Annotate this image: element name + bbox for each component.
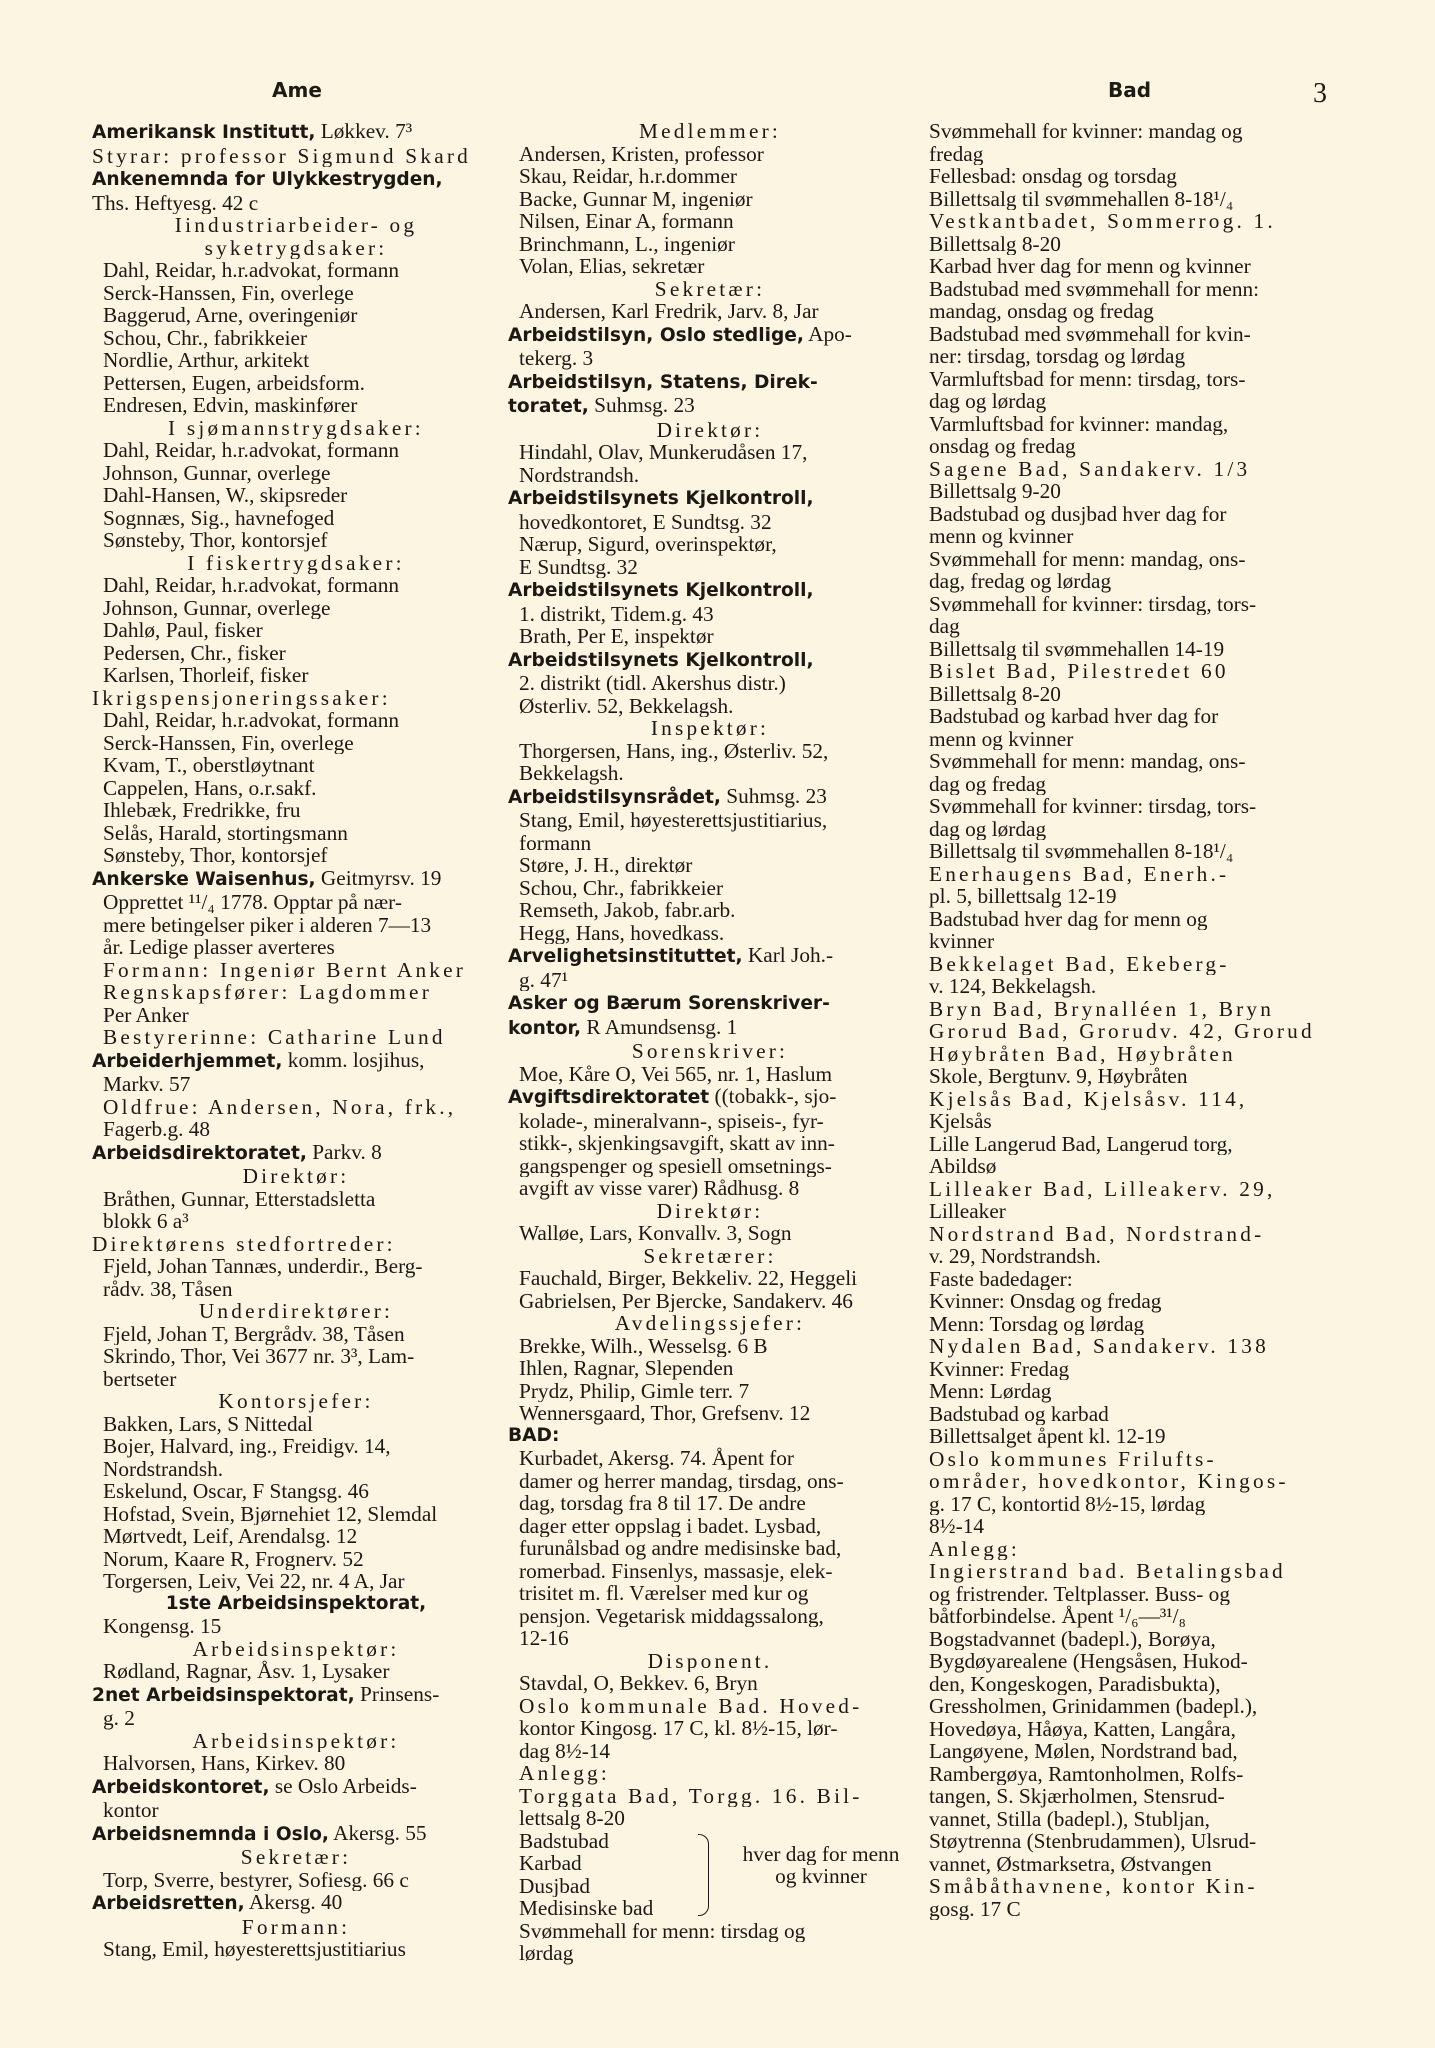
directory-line: Walløe, Lars, Konvallv. 3, Sogn — [519, 1222, 792, 1245]
directory-line: vannet, Stilla (badepl.), Stubljan, — [929, 1807, 1210, 1830]
directory-line: år. Ledige plasser averteres — [103, 936, 335, 959]
directory-line: den, Kongeskogen, Paradisbukta), — [929, 1672, 1221, 1695]
entry-name: Arbeidstilsyn, Oslo stedlige, — [508, 324, 804, 346]
directory-line: Svømmehall for menn: tirsdag og — [519, 1919, 806, 1942]
directory-line: dag — [929, 615, 960, 638]
entry-address: ((tobakk-, sjo- — [709, 1085, 837, 1108]
directory-line: Varmluftsbad for kvinner: mandag, — [929, 412, 1229, 435]
directory-line: Norum, Kaare R, Frognerv. 52 — [103, 1547, 364, 1570]
entry-heading-line — [508, 394, 912, 419]
directory-line: Prydz, Philip, Gimle terr. 7 — [519, 1379, 750, 1402]
directory-line: Bakken, Lars, S Nittedal — [103, 1412, 313, 1435]
directory-line: Lilleaker Bad, Lilleakerv. 29, — [929, 1177, 1276, 1200]
entry-heading-line — [508, 648, 912, 673]
directory-line: Selås, Harald, stortingsmann — [103, 821, 348, 844]
directory-line: romerbad. Finsenlys, massasje, elek- — [519, 1559, 833, 1582]
directory-line: blokk 6 a³ — [103, 1210, 189, 1233]
directory-line: Rambergøya, Ramtonholmen, Rolfs- — [929, 1762, 1244, 1785]
entry-name: Arbeidstilsynsrådet, — [508, 786, 721, 808]
directory-line: 1ste Arbeidsinspektorat, — [165, 1592, 427, 1614]
directory-line: g. 2 — [103, 1707, 135, 1730]
directory-line: Dahl-Hansen, W., skipsreder — [103, 484, 348, 507]
directory-line: Ths. Heftyesg. 42 c — [92, 191, 259, 214]
directory-line: Markv. 57 — [103, 1073, 191, 1096]
directory-line: Svømmehall for kvinner: tirsdag, tors- — [929, 592, 1257, 615]
entry-heading-line — [508, 486, 912, 511]
directory-line: E Sundtsg. 32 — [519, 555, 638, 578]
column-2 — [508, 120, 912, 1965]
directory-line: Stang, Emil, høyesterettsjustitiarius, — [519, 809, 828, 832]
bath-service-item: Badstubad — [519, 1829, 609, 1852]
directory-line: kvinner — [929, 930, 995, 953]
directory-line: Svømmehall for menn: mandag, ons- — [929, 750, 1246, 773]
entry-heading-line — [92, 867, 500, 892]
directory-line: Torggata Bad, Torgg. 16. Bil- — [519, 1784, 863, 1807]
entry-address: Prinsens- — [354, 1682, 440, 1706]
directory-line: Varmluftsbad for menn: tirsdag, tors- — [929, 367, 1246, 390]
directory-line: Hindahl, Olav, Munkerudåsen 17, — [519, 441, 808, 464]
directory-line: kontor — [103, 1799, 159, 1822]
running-head-right: Bad — [1108, 78, 1152, 102]
directory-line: ner: tirsdag, torsdag og lørdag — [929, 345, 1186, 368]
entry-address: Karl Joh.- — [742, 944, 834, 967]
directory-line: Nordlie, Arthur, arkitekt — [103, 349, 310, 372]
running-head-left: Ame — [272, 78, 322, 102]
directory-line: Schou, Chr., fabrikkeier — [103, 326, 308, 349]
directory-line: Oldfrue: Andersen, Nora, frk., — [103, 1095, 457, 1118]
directory-line: Hovedøya, Håøya, Katten, Langåra, — [929, 1717, 1236, 1740]
directory-line: Billettsalg til svømmehallen 8-18¹/₄ — [929, 187, 1234, 210]
directory-line: tekerg. 3 — [519, 347, 594, 370]
entry-address: Suhmsg. 23 — [720, 784, 827, 808]
directory-line: Johnson, Gunnar, overlege — [103, 461, 331, 484]
directory-line: Oslo kommunale Bad. Hoved- — [519, 1694, 863, 1717]
directory-line: menn og kvinner — [929, 525, 1074, 548]
directory-line: Sekretær: — [654, 277, 766, 300]
directory-line: Bogstadvannet (badepl.), Borøya, — [929, 1627, 1216, 1650]
directory-line: Eskelund, Oscar, F Stangsg. 46 — [103, 1480, 369, 1503]
directory-line: Pettersen, Eugen, arbeidsform. — [103, 371, 365, 394]
directory-line: dag, torsdag fra 8 til 17. De andre — [519, 1492, 806, 1515]
directory-line: Svømmehall for menn: mandag, ons- — [929, 547, 1246, 570]
directory-line: Andersen, Karl Fredrik, Jarv. 8, Jar — [519, 300, 819, 323]
directory-line: bertseter — [103, 1367, 177, 1390]
directory-line: Dahl, Reidar, h.r.advokat, formann — [103, 259, 400, 282]
directory-line: Sekretærer: — [643, 1244, 777, 1267]
directory-line: dag 8½-14 — [519, 1739, 611, 1762]
directory-line: Schou, Chr., fabrikkeier — [519, 876, 724, 899]
directory-line: v. 124, Bekkelagsh. — [929, 975, 1097, 998]
directory-line: Fjeld, Johan Tannæs, underdir., Berg- — [103, 1255, 423, 1278]
directory-line: Badstubad og karbad — [929, 1402, 1109, 1425]
directory-line: furunålsbad og andre medisinske bad, — [519, 1537, 842, 1560]
directory-line: Kontorsjefer: — [218, 1390, 374, 1413]
directory-line: tangen, S. Skjærholmen, Stensrud- — [929, 1785, 1225, 1808]
brace — [698, 1834, 709, 1916]
directory-line: Kvam, T., oberstløytnant — [103, 754, 315, 777]
directory-line: pl. 5, billettsalg 12-19 — [929, 885, 1117, 908]
directory-line: Nordstrandsh. — [103, 1457, 224, 1480]
entry-name: 2net Arbeidsinspektorat, — [92, 1684, 355, 1706]
directory-line: Ihlebæk, Fredrikke, fru — [103, 799, 301, 822]
directory-line: Formann: — [241, 1915, 351, 1938]
entry-heading-line — [508, 1016, 912, 1041]
directory-line: kontor Kingosg. 17 C, kl. 8½-15, lør- — [519, 1717, 838, 1740]
entry-address: Geitmyrsv. 19 — [315, 866, 442, 890]
directory-line: Moe, Kåre O, Vei 565, nr. 1, Haslum — [519, 1062, 833, 1085]
directory-line: Østerliv. 52, Bekkelagsh. — [519, 694, 734, 717]
directory-line: Skrindo, Thor, Vei 3677 nr. 3³, Lam- — [103, 1345, 415, 1368]
directory-line: g. 17 C, kontortid 8½-15, lørdag — [929, 1492, 1206, 1515]
directory-line: Billettsalg 8-20 — [929, 682, 1061, 705]
directory-line: hovedkontoret, E Sundtsg. 32 — [519, 510, 772, 533]
directory-line: 1. distrikt, Tidem.g. 43 — [519, 602, 714, 625]
directory-line: rådv. 38, Tåsen — [103, 1277, 233, 1300]
directory-line: Bekkelaget Bad, Ekeberg- — [929, 952, 1230, 975]
directory-line: Cappelen, Hans, o.r.sakf. — [103, 776, 317, 799]
entry-heading-line — [92, 1891, 500, 1916]
directory-line: Støytrenna (Stenbrudammen), Ulsrud- — [929, 1830, 1257, 1853]
directory-line: Brekke, Wilh., Wesselsg. 6 B — [519, 1334, 768, 1357]
entry-heading-line — [92, 120, 500, 145]
directory-line: Fagerb.g. 48 — [103, 1118, 211, 1141]
entry-name: Arbeidstilsynets Kjelkontroll, — [508, 488, 814, 509]
directory-line: Endresen, Edvin, maskinfører — [103, 394, 358, 417]
entry-address: se Oslo Arbeids- — [269, 1774, 417, 1798]
directory-line: Rødland, Ragnar, Åsv. 1, Lysaker — [103, 1660, 390, 1683]
directory-line: Wennersgaard, Thor, Grefsenv. 12 — [519, 1402, 811, 1425]
directory-line: Faste badedager: — [929, 1267, 1073, 1290]
entry-address: R Amundsensg. 1 — [581, 1015, 738, 1039]
directory-line: Billettsalget åpent kl. 12-19 — [929, 1425, 1166, 1448]
directory-line: Regnskapsfører: Lagdommer — [103, 981, 432, 1004]
directory-line: Billettsalg 9-20 — [929, 480, 1061, 503]
directory-line: Bestyrerinne: Catharine Lund — [103, 1026, 446, 1049]
directory-line: Backe, Gunnar M, ingeniør — [519, 187, 753, 210]
directory-line: Bojer, Halvard, ing., Freidigv. 14, — [103, 1435, 391, 1458]
directory-line: Bygdøyarealene (Hengsåsen, Hukod- — [929, 1650, 1248, 1673]
entry-name: Arbeidstilsynets Kjelkontroll, — [508, 649, 814, 671]
directory-line: Direktørens stedfortreder: — [92, 1232, 396, 1255]
directory-line: Hegg, Hans, hovedkass. — [519, 921, 725, 944]
directory-line: Kjelsås — [929, 1110, 992, 1133]
page-number: 3 — [1313, 78, 1327, 109]
directory-line: Karbad hver dag for menn og kvinner — [929, 255, 1251, 278]
directory-line: Anlegg: — [929, 1537, 1021, 1560]
directory-line: Torgersen, Leiv, Vei 22, nr. 4 A, Jar — [103, 1570, 405, 1593]
directory-line: Skole, Bergtunv. 9, Høybråten — [929, 1065, 1188, 1088]
directory-line: dag og lørdag — [929, 390, 1047, 413]
directory-line: Direktør: — [242, 1165, 350, 1188]
directory-line: Oslo kommunes Frilufts- — [929, 1447, 1217, 1470]
directory-line: båtforbindelse. Åpent ¹/₆—³¹/₈ — [929, 1605, 1186, 1628]
entry-name: Asker og Bærum Sorenskriver- — [508, 993, 830, 1014]
directory-line: Nordstrand Bad, Nordstrand- — [929, 1222, 1265, 1245]
directory-line: g. 47¹ — [519, 968, 568, 991]
directory-line: Sekretær: — [240, 1846, 352, 1869]
directory-line: mandag, onsdag og fredag — [929, 300, 1154, 323]
entry-heading-line — [508, 991, 912, 1016]
directory-line: gangspenger og spesiell omsetnings- — [519, 1154, 832, 1177]
bath-service-item: Medisinske bad — [519, 1897, 654, 1920]
entry-name: Ankerske Waisenhus, — [92, 868, 316, 890]
directory-line: Høybråten Bad, Høybråten — [929, 1042, 1236, 1065]
directory-line: Pedersen, Chr., fisker — [103, 641, 286, 664]
entry-heading-line — [92, 167, 500, 192]
directory-line: Ihlen, Ragnar, Slependen — [519, 1357, 734, 1380]
column-1 — [92, 120, 500, 1961]
entry-heading-line — [92, 1775, 500, 1800]
directory-line: Bråthen, Gunnar, Etterstadsletta — [103, 1187, 376, 1210]
directory-line: Thorgersen, Hans, ing., Østerliv. 52, — [519, 739, 829, 762]
directory-line: Lilleaker — [929, 1200, 1006, 1223]
directory-line: Disponent. — [647, 1649, 773, 1672]
directory-line: 12-16 — [519, 1627, 569, 1650]
directory-line: Avdelingssjefer: — [614, 1312, 806, 1335]
directory-line: Andersen, Kristen, professor — [519, 142, 764, 165]
directory-line: Medlemmer: — [639, 120, 781, 143]
directory-line: Dahlø, Paul, fisker — [103, 619, 263, 642]
directory-line: Gressholmen, Grinidammen (badepl.), — [929, 1695, 1258, 1718]
directory-line: Badstubad og dusjbad hver dag for — [929, 502, 1227, 525]
entry-heading-line — [508, 785, 912, 810]
directory-line: Menn: Lørdag — [929, 1380, 1052, 1403]
bath-service-item: Karbad — [519, 1852, 582, 1875]
directory-line: Fauchald, Birger, Bekkeliv. 22, Heggeli — [519, 1267, 858, 1290]
column-3 — [929, 120, 1333, 1920]
directory-line: Langøyene, Mølen, Nordstrand bad, — [929, 1740, 1238, 1763]
directory-line: Karlsen, Thorleif, fisker — [103, 664, 309, 687]
directory-line: Sønsteby, Thor, kontorsjef — [103, 529, 328, 552]
directory-line: Badstubad med svømmehall for menn: — [929, 277, 1260, 300]
directory-line: Volan, Elias, sekretær — [519, 255, 705, 278]
directory-line: Kjelsås Bad, Kjelsåsv. 114, — [929, 1087, 1248, 1110]
directory-line: og fristrender. Teltplasser. Buss- og — [929, 1582, 1230, 1605]
directory-line: Mørtvedt, Leif, Arendalsg. 12 — [103, 1525, 358, 1548]
entry-heading-line — [508, 578, 912, 603]
entry-heading-line — [92, 1049, 500, 1074]
directory-line: I fiskertrygdsaker: — [187, 551, 405, 574]
directory-line: Sorenskriver: — [631, 1040, 789, 1063]
entry-heading-line — [92, 1822, 500, 1847]
directory-line: Vestkantbadet, Sommerrog. 1. — [929, 210, 1276, 233]
directory-line: Brinchmann, L., ingeniør — [519, 232, 735, 255]
directory-line: Remseth, Jakob, fabr.arb. — [519, 899, 736, 922]
bath-services-block — [508, 1830, 912, 1920]
directory-line: Stavdal, O, Bekkev. 6, Bryn — [519, 1672, 758, 1695]
entry-name: Arbeidstilsynets Kjelkontroll, — [508, 580, 814, 601]
entry-name: kontor, — [508, 1017, 582, 1039]
directory-line: v. 29, Nordstrandsh. — [929, 1245, 1101, 1268]
directory-line: Opprettet ¹¹/₄ 1778. Opptar på nær- — [103, 891, 402, 914]
directory-line: områder, hovedkontor, Kingos- — [929, 1470, 1289, 1493]
entry-name: toratet, — [508, 396, 589, 417]
directory-line: Billettsalg til svømmehallen 8-18¹/₄ — [929, 840, 1234, 863]
directory-line: gosg. 17 C — [929, 1897, 1021, 1920]
directory-line: Per Anker — [103, 1003, 189, 1026]
directory-line: dag, fredag og lørdag — [929, 570, 1112, 593]
directory-line: Kvinner: Fredag — [929, 1357, 1070, 1380]
entry-address: Suhmsg. 23 — [588, 394, 695, 417]
directory-line: kolade-, mineralvann-, spiseis-, fyr- — [519, 1109, 824, 1132]
directory-line: lettsalg 8-20 — [519, 1807, 625, 1830]
directory-line: Direktør: — [656, 1199, 764, 1222]
directory-line: Dahl, Reidar, h.r.advokat, formann — [103, 574, 400, 597]
entry-address: Parkv. 8 — [306, 1140, 382, 1164]
directory-line: Badstubad og karbad hver dag for — [929, 705, 1219, 728]
directory-line: lørdag — [519, 1942, 574, 1965]
directory-line: Enerhaugens Bad, Enerh.- — [929, 862, 1230, 885]
directory-line: Arbeidsinspektør: — [192, 1637, 400, 1660]
directory-line: pensjon. Vegetarisk middagssalong, — [519, 1604, 824, 1627]
directory-line: Iindustriarbeider- og — [174, 214, 418, 237]
directory-line: Nilsen, Einar A, formann — [519, 210, 734, 233]
directory-line: Bryn Bad, Brynalléen 1, Bryn — [929, 997, 1275, 1020]
directory-line: Brath, Per E, inspektør — [519, 625, 714, 648]
directory-line: Billettsalg til svømmehallen 14-19 — [929, 637, 1225, 660]
directory-line: syketrygdsaker: — [204, 236, 388, 259]
entry-name: Arbeidsdirektoratet, — [92, 1142, 307, 1164]
directory-line: Skau, Reidar, h.r.dommer — [519, 165, 737, 188]
directory-line: stikk-, skjenkingsavgift, skatt av inn- — [519, 1132, 835, 1155]
entry-name: Arbeidstilsyn, Statens, Direk- — [508, 371, 818, 393]
directory-line: Underdirektører: — [198, 1300, 394, 1323]
directory-line: Johnson, Gunnar, overlege — [103, 596, 331, 619]
directory-line: Sønsteby, Thor, kontorsjef — [103, 844, 328, 867]
entry-address: Løkkev. 7³ — [315, 120, 413, 143]
directory-line: avgift av visse varer) Rådhusg. 8 — [519, 1177, 800, 1200]
directory-line: Anlegg: — [519, 1762, 611, 1785]
directory-line: formann — [519, 831, 592, 854]
directory-line: Nordstrandsh. — [519, 463, 640, 486]
directory-line: Baggerud, Arne, overingeniør — [103, 304, 358, 327]
directory-line: Badstubad hver dag for menn og — [929, 907, 1208, 930]
directory-line: Hofstad, Svein, Bjørnehiet 12, Slemdal — [103, 1502, 438, 1525]
entry-name: Arvelighetsinstituttet, — [508, 946, 743, 967]
directory-line: Dahl, Reidar, h.r.advokat, formann — [103, 439, 400, 462]
entry-address: Apo- — [803, 322, 852, 346]
directory-line: Kvinner: Onsdag og fredag — [929, 1290, 1162, 1313]
entry-name: Arbeidsnemnda i Oslo, — [92, 1823, 329, 1845]
directory-line: Stang, Emil, høyesterettsjustitiarius — [103, 1938, 406, 1961]
directory-line: Fellesbad: onsdag og torsdag — [929, 165, 1177, 188]
directory-line: Svømmehall for kvinner: tirsdag, tors- — [929, 795, 1257, 818]
directory-line: Serck-Hanssen, Fin, overlege — [103, 281, 354, 304]
entry-name: Avgiftsdirektoratet — [508, 1087, 710, 1108]
directory-line: Badstubad med svømmehall for kvin- — [929, 322, 1251, 345]
directory-line: dager etter oppslag i badet. Lysbad, — [519, 1514, 822, 1537]
directory-line: Nydalen Bad, Sandakerv. 138 — [929, 1335, 1269, 1358]
directory-line: fredag — [929, 142, 984, 165]
directory-line: Gabrielsen, Per Bjercke, Sandakerv. 46 — [519, 1289, 853, 1312]
directory-line: Bislet Bad, Pilestredet 60 — [929, 660, 1229, 683]
directory-line: dag og lørdag — [929, 817, 1047, 840]
directory-line: mere betingelser piker i alderen 7—13 — [103, 913, 432, 936]
entry-name: Arbeidskontoret, — [92, 1776, 270, 1798]
directory-line: Arbeidsinspektør: — [192, 1729, 400, 1752]
directory-line: Dahl, Reidar, h.r.advokat, formann — [103, 709, 400, 732]
entry-heading-line — [92, 1141, 500, 1166]
entry-name: Arbeidsretten, — [92, 1893, 245, 1914]
directory-line: Torp, Sverre, bestyrer, Sofiesg. 66 c — [103, 1868, 409, 1891]
directory-line: 2. distrikt (tidl. Akershus distr.) — [519, 672, 786, 695]
entry-heading-line — [508, 323, 912, 348]
directory-line: Sagene Bad, Sandakerv. 1/3 — [929, 457, 1251, 480]
entry-address: Akersg. 40 — [244, 1891, 343, 1914]
directory-line: dag og fredag — [929, 772, 1047, 795]
bath-schedule-text: hver dag for menn — [742, 1842, 900, 1865]
entry-heading-line — [92, 1683, 500, 1708]
directory-line: Direktør: — [656, 418, 764, 441]
directory-line: I sjømannstrygdsaker: — [168, 416, 424, 439]
entry-name: Amerikansk Institutt, — [92, 122, 316, 143]
directory-line: Serck-Hanssen, Fin, overlege — [103, 731, 354, 754]
directory-line: Fjeld, Johan T, Bergrådv. 38, Tåsen — [103, 1322, 405, 1345]
directory-line: Styrar: professor Sigmund Skard — [92, 144, 471, 167]
entry-address: Akersg. 55 — [328, 1821, 427, 1845]
directory-line: onsdag og fredag — [929, 435, 1076, 458]
bath-service-item: Dusjbad — [519, 1874, 590, 1897]
directory-line: Bekkelagsh. — [519, 762, 624, 785]
directory-line: Svømmehall for kvinner: mandag og — [929, 120, 1243, 143]
directory-line: menn og kvinner — [929, 727, 1074, 750]
directory-line: Halvorsen, Hans, Kirkev. 80 — [103, 1752, 346, 1775]
entry-heading-line — [508, 944, 912, 969]
directory-line: Kongensg. 15 — [103, 1615, 222, 1638]
entry-heading-line — [508, 1085, 912, 1110]
directory-line: Abildsø — [929, 1155, 997, 1178]
directory-line: Lille Langerud Bad, Langerud torg, — [929, 1132, 1233, 1155]
bath-schedule-text: og kvinner — [775, 1865, 867, 1888]
directory-line: Ingierstrand bad. Betalingsbad — [929, 1560, 1286, 1583]
directory-line: vannet, Østmarksetra, Østvangen — [929, 1852, 1212, 1875]
directory-line: damer og herrer mandag, tirsdag, ons- — [519, 1469, 844, 1492]
directory-line: Formann: Ingeniør Bernt Anker — [103, 958, 467, 981]
directory-line: Sognnæs, Sig., havnefoged — [103, 506, 335, 529]
entry-name: Ankenemnda for Ulykkestrygden, — [92, 169, 443, 190]
entry-heading-line — [508, 370, 912, 395]
directory-line: Kurbadet, Akersg. 74. Åpent for — [519, 1447, 795, 1470]
directory-line: Støre, J. H., direktør — [519, 854, 693, 877]
directory-line: Billettsalg 8-20 — [929, 232, 1061, 255]
directory-line: 8½-14 — [929, 1515, 985, 1538]
directory-line: trisitet m. fl. Værelser med kur og — [519, 1582, 809, 1605]
directory-line: Grorud Bad, Grorudv. 42, Grorud — [929, 1020, 1315, 1043]
directory-line: Småbåthavnene, kontor Kin- — [929, 1875, 1258, 1898]
entry-name: Arbeiderhjemmet, — [92, 1050, 283, 1072]
directory-line: Inspektør: — [650, 717, 770, 740]
directory-line: Ikrigspensjoneringssaker: — [92, 686, 391, 709]
directory-line: Nærup, Sigurd, overinspektør, — [519, 533, 777, 556]
directory-line: BAD: — [508, 1424, 560, 1446]
entry-address: komm. losjihus, — [282, 1048, 425, 1072]
directory-line: Menn: Torsdag og lørdag — [929, 1312, 1145, 1335]
